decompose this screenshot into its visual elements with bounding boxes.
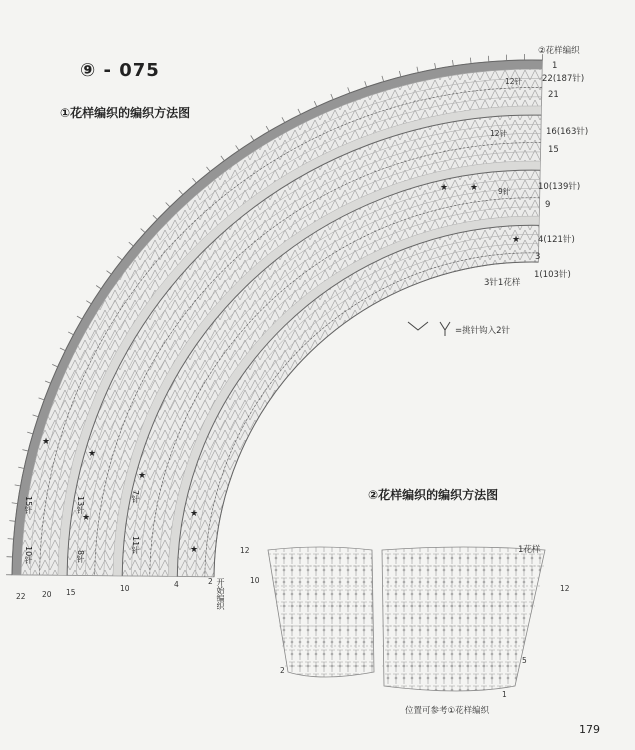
- fan-panel-left: [268, 547, 374, 677]
- diagram2-title: ②花样编织的编织方法图: [368, 488, 499, 502]
- edge-spike: [382, 76, 384, 82]
- edge-spike: [348, 87, 350, 93]
- edge-spike: [192, 178, 196, 183]
- edge-spike: [27, 432, 33, 434]
- star-mark: ★: [88, 449, 97, 459]
- fan-chart: [268, 547, 545, 691]
- row-label: 22(187针): [542, 74, 585, 84]
- edge-spike: [206, 167, 210, 172]
- footnote: 位置可参考①花样编织: [405, 706, 490, 716]
- edge-spike: [86, 301, 91, 304]
- stitch-count: 12针: [490, 129, 508, 138]
- row-label: 21: [548, 90, 559, 100]
- pattern-tag: ②花样编织: [538, 46, 580, 56]
- edge-spike: [314, 101, 316, 106]
- edge-spike: [12, 503, 18, 504]
- row-label: 15: [548, 145, 559, 155]
- edge-spike: [236, 145, 239, 150]
- edge-spike: [435, 63, 436, 69]
- star-mark: ★: [470, 183, 479, 193]
- row-label: 3: [535, 252, 541, 262]
- edge-spike: [52, 364, 57, 366]
- row-label: 1(103针): [534, 270, 571, 280]
- edge-spike: [153, 215, 157, 219]
- row-label: 16(163针): [546, 127, 589, 137]
- bottom-number: 10: [120, 584, 130, 593]
- side-mark: 15针: [24, 496, 33, 515]
- page-title: ⑨ - 075: [80, 60, 160, 81]
- start-label: 开始编织: [216, 578, 225, 610]
- row-label: 4(121针): [538, 235, 575, 245]
- edge-spike: [39, 398, 45, 400]
- star-mark: ★: [190, 545, 199, 555]
- star-mark: ★: [440, 183, 449, 193]
- legend-text: =挑针钩入2针: [455, 326, 511, 336]
- bottom-number: 4: [174, 580, 179, 589]
- bottom-number: 22: [16, 592, 26, 601]
- star-mark: ★: [190, 509, 199, 519]
- edge-spike: [45, 381, 51, 383]
- edge-spike: [365, 81, 367, 87]
- row-number: 2: [280, 666, 285, 675]
- edge-spike: [15, 485, 21, 486]
- edge-spike: [251, 136, 254, 141]
- edge-spike: [68, 332, 73, 335]
- star-mark: ★: [138, 471, 147, 481]
- bottom-number: 20: [42, 590, 52, 599]
- edge-spike: [77, 316, 82, 319]
- edge-spike: [399, 71, 401, 77]
- bottom-number: 2: [208, 577, 213, 586]
- edge-spike: [129, 242, 134, 246]
- edge-spike: [452, 60, 453, 66]
- edge-spike: [221, 156, 225, 161]
- side-mark: 8针: [76, 550, 85, 564]
- edge-spike: [60, 348, 65, 351]
- stitch-count: 9针: [498, 187, 511, 196]
- edge-spike: [33, 415, 39, 417]
- edge-spike: [96, 286, 101, 289]
- page-number: 179: [579, 723, 600, 736]
- edge-spike: [18, 467, 24, 468]
- repeat-label: 1花样: [518, 545, 541, 555]
- legend-symbol: [408, 322, 450, 336]
- edge-spike: [417, 67, 418, 73]
- row-number: 1: [502, 690, 507, 699]
- side-mark: 13针: [76, 496, 85, 515]
- row-label: 9: [545, 200, 551, 210]
- stitch-count: 12针: [505, 77, 523, 86]
- edge-spike: [282, 117, 285, 122]
- star-mark: ★: [42, 437, 51, 447]
- star-mark: ★: [82, 513, 91, 523]
- row-number: 12: [240, 546, 250, 555]
- edge-spike: [9, 521, 15, 522]
- diagram1-title: ①花样编织的编织方法图: [60, 106, 191, 120]
- edge-spike: [166, 203, 170, 207]
- row-number: 10: [250, 576, 260, 585]
- edge-spike: [470, 58, 471, 64]
- row-number: 12: [560, 584, 570, 593]
- edge-spike: [22, 450, 28, 451]
- side-mark: 10针: [24, 546, 33, 565]
- fan-panel-right: [382, 547, 545, 691]
- row-number: 5: [522, 656, 527, 665]
- side-mark: 11针: [131, 536, 140, 555]
- edge-spike: [179, 190, 183, 194]
- edge-spike: [107, 271, 112, 275]
- repeat-note: 3针1花样: [484, 278, 521, 288]
- edge-spike: [141, 229, 145, 233]
- side-mark: 7针: [131, 490, 140, 504]
- bottom-number: 15: [66, 588, 76, 597]
- edge-spike: [298, 109, 301, 114]
- row-label: 10(139针): [538, 182, 581, 192]
- row-label: 1: [552, 61, 558, 71]
- edge-spike: [331, 94, 333, 100]
- edge-spike: [117, 256, 122, 260]
- star-mark: ★: [512, 235, 521, 245]
- edge-spike: [266, 126, 269, 131]
